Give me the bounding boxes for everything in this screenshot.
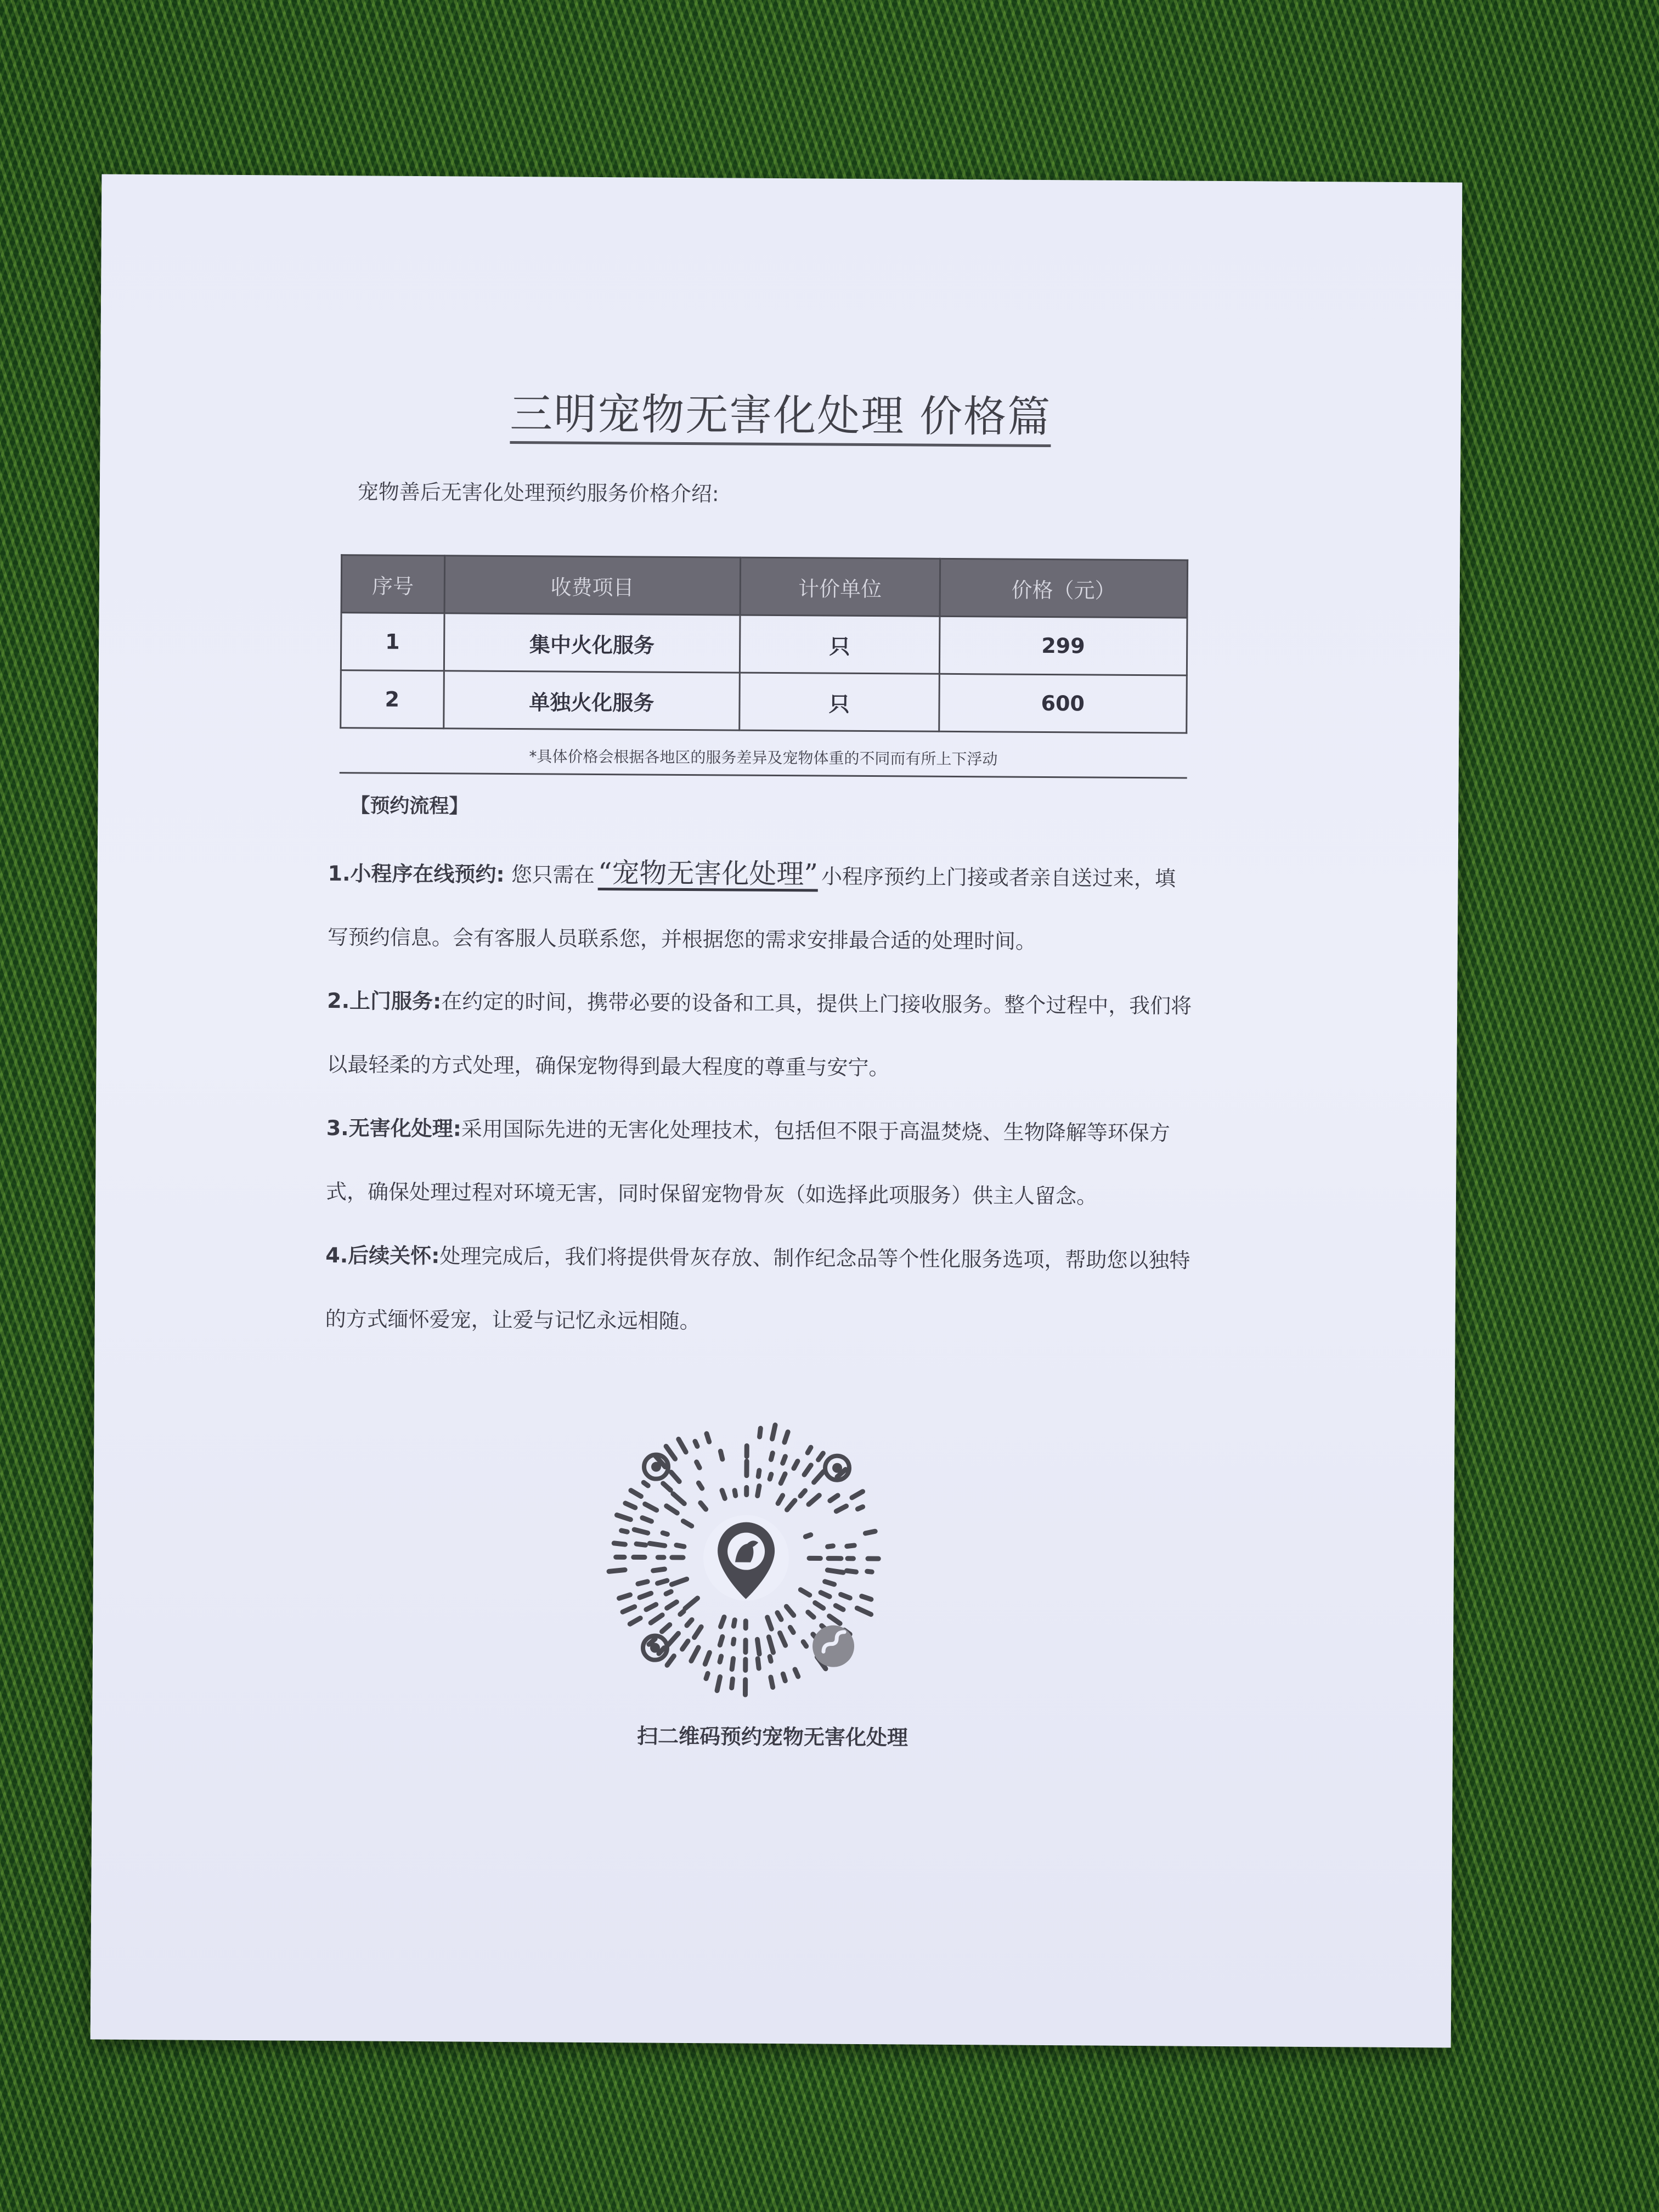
- qr-dash: [668, 1633, 678, 1645]
- qr-dash: [687, 1620, 692, 1626]
- qr-dash: [679, 1439, 686, 1452]
- qr-dash: [619, 1595, 630, 1599]
- qr-dash: [770, 1474, 771, 1479]
- table-row: [341, 670, 1187, 733]
- qr-dash: [698, 1483, 702, 1488]
- step-1: [328, 839, 1195, 974]
- qr-dash: [852, 1492, 863, 1498]
- qr-dash: [771, 1453, 772, 1460]
- qr-dash: [695, 1627, 702, 1638]
- qr-dash: [672, 1579, 686, 1584]
- qr-dash: [781, 1474, 785, 1483]
- qr-dash: [631, 1491, 641, 1497]
- cell-index: 2: [341, 670, 444, 729]
- qr-dash: [685, 1598, 698, 1609]
- qr-dash: [722, 1491, 725, 1499]
- qr-caption: 扫二维码预约宠物无害化处理: [636, 1724, 909, 1750]
- step-2-lead: 2.上门服务:: [327, 988, 442, 1014]
- qr-dash: [862, 1596, 871, 1600]
- cell-index: 1: [341, 613, 444, 671]
- qr-dash: [777, 1613, 781, 1620]
- qr-dash: [830, 1496, 838, 1501]
- qr-dash: [780, 1633, 785, 1646]
- qr-dash: [841, 1594, 850, 1598]
- qr-dash: [819, 1453, 823, 1460]
- section-title: 【预约流程】: [350, 794, 469, 818]
- qr-dash: [683, 1521, 691, 1526]
- qr-dash: [836, 1606, 843, 1610]
- qr-dash: [783, 1674, 785, 1680]
- qr-dash: [625, 1503, 635, 1508]
- qr-dash: [651, 1615, 662, 1623]
- pet-location-logo-icon: [703, 1515, 789, 1601]
- qr-dash: [800, 1590, 810, 1595]
- qr-dash: [758, 1470, 759, 1476]
- qr-dash: [707, 1434, 709, 1442]
- qr-dash: [825, 1582, 834, 1584]
- qr-dash: [865, 1531, 875, 1533]
- qr-dash: [720, 1637, 723, 1645]
- cell-price: 299: [939, 616, 1187, 675]
- qr-dash: [783, 1457, 786, 1463]
- qr-dash: [800, 1491, 805, 1496]
- qr-dash: [794, 1461, 798, 1468]
- step-1-text-after: 小程序预约上门接或者亲自送过来，填写预约信息。会有客服人员联系您，并根据您的需求安排最合适的处理时间。: [327, 864, 1176, 953]
- qr-dash: [768, 1617, 772, 1629]
- qr-dash: [721, 1617, 725, 1627]
- qr-dash: [732, 1679, 733, 1688]
- mini-program-badge-icon: [812, 1625, 854, 1667]
- qr-dash: [785, 1432, 788, 1442]
- qr-dash: [622, 1531, 628, 1532]
- step-4-text: 处理完成后，我们将提供骨灰存放、制作纪念品等个性化服务选项，帮助您以独特的方式缅怀爱宠，让爱与记忆永远相随。: [325, 1244, 1190, 1334]
- step-3: [326, 1096, 1193, 1229]
- step-4: [325, 1223, 1192, 1356]
- qr-dash: [642, 1518, 652, 1521]
- qr-dash: [803, 1642, 806, 1646]
- qr-dash: [720, 1451, 723, 1459]
- price-table: [340, 554, 1188, 733]
- cell-unit: 只: [740, 615, 939, 674]
- qr-dash: [667, 1656, 674, 1665]
- qr-dash: [733, 1620, 735, 1626]
- cell-item: 集中火化服务: [444, 613, 740, 673]
- qr-dash: [760, 1428, 761, 1437]
- qr-dash: [836, 1506, 846, 1511]
- header-index: 序号: [341, 555, 444, 613]
- qr-dash: [720, 1656, 721, 1662]
- qr-dash: [808, 1447, 811, 1453]
- qr-dash: [814, 1471, 824, 1482]
- qr-dash: [857, 1608, 871, 1614]
- qr-dash: [828, 1546, 833, 1547]
- mini-program-qr-code[interactable]: [602, 1414, 889, 1701]
- qr-dash: [614, 1543, 625, 1544]
- qr-dash: [645, 1504, 657, 1510]
- qr-dash: [666, 1592, 671, 1594]
- qr-dash: [706, 1673, 708, 1678]
- qr-dash: [623, 1607, 635, 1612]
- qr-dash: [644, 1482, 648, 1486]
- qr-dash: [787, 1500, 794, 1510]
- qr-dash: [617, 1515, 630, 1520]
- qr-dash: [758, 1486, 759, 1496]
- qr-dash: [658, 1581, 667, 1583]
- qr-dash: [805, 1535, 810, 1537]
- qr-dash: [809, 1496, 819, 1505]
- cell-unit: 只: [740, 673, 939, 731]
- qr-dash: [857, 1507, 862, 1509]
- qr-dash: [673, 1494, 685, 1504]
- qr-dash: [786, 1606, 794, 1615]
- step-2-text: 在约定的时间，携带必要的设备和工具，提供上门接收服务。整个过程中，我们将以最轻柔的方式处理，确保宠物得到最大程度的尊重与安宁。: [326, 989, 1192, 1080]
- qr-dash: [778, 1496, 783, 1504]
- qr-dash: [769, 1637, 773, 1652]
- qr-dash: [680, 1611, 684, 1614]
- qr-dash: [701, 1503, 706, 1509]
- qr-dash: [662, 1624, 670, 1632]
- paper-sheet: [91, 174, 1463, 2047]
- qr-dash: [808, 1612, 814, 1617]
- qr-dash: [847, 1571, 856, 1572]
- qr-dash: [636, 1544, 646, 1545]
- price-table-header-row: [341, 555, 1188, 618]
- qr-dash: [795, 1669, 798, 1677]
- qr-dash: [663, 1483, 671, 1490]
- price-note: *具体价格会根据各地区的服务差异及宠物体重的不同而有所上下浮动: [340, 743, 1187, 778]
- qr-dash: [640, 1593, 651, 1598]
- qr-dash: [733, 1639, 734, 1644]
- qr-dash: [732, 1658, 733, 1669]
- qr-dash: [771, 1677, 773, 1687]
- steps-list: [325, 839, 1195, 1356]
- qr-dash: [663, 1533, 667, 1534]
- cell-price: 600: [939, 674, 1187, 733]
- qr-dash: [691, 1647, 698, 1661]
- mini-program-name: “宠物无害化处理”: [597, 857, 819, 890]
- qr-dash: [667, 1506, 678, 1513]
- qr-dash: [695, 1441, 697, 1446]
- qr-dash: [830, 1616, 840, 1624]
- step-4-lead: 4.后续关怀:: [325, 1243, 440, 1268]
- qr-dash: [630, 1618, 640, 1624]
- step-3-lead: 3.无害化处理:: [326, 1115, 462, 1141]
- qr-dash: [671, 1472, 679, 1482]
- qr-dash: [634, 1530, 648, 1533]
- cell-item: 单独火化服务: [443, 671, 740, 730]
- qr-dash: [705, 1652, 709, 1664]
- qr-dash: [804, 1465, 811, 1475]
- header-price: 价格（元）: [940, 558, 1188, 618]
- qr-dash: [815, 1603, 823, 1609]
- qr-dash: [735, 1491, 736, 1496]
- qr-dash: [609, 1570, 625, 1571]
- qr-dash: [650, 1543, 664, 1545]
- step-3-text: 采用国际先进的无害化处理技术，包括但不限于高温焚烧、生物降解等环保方式，确保处理过程对环境无害，同时保留宠物骨灰（如选择此项服务）供主人留念。: [325, 1116, 1170, 1209]
- qr-dash: [770, 1657, 771, 1661]
- qr-dash: [676, 1545, 684, 1547]
- qr-dash: [772, 1425, 776, 1438]
- header-item: 收费项目: [444, 556, 741, 615]
- qr-dash: [666, 1446, 675, 1459]
- document-title: 三明宠物无害化处理 价格篇: [100, 377, 1461, 447]
- step-1-text-before: 您只需在: [511, 862, 595, 887]
- header-unit: 计价单位: [740, 557, 940, 616]
- qr-dash: [758, 1658, 759, 1668]
- step-1-lead: 1.小程序在线预约:: [328, 861, 505, 887]
- qr-dash: [821, 1593, 830, 1596]
- qr-dash: [757, 1639, 759, 1654]
- qr-dash: [697, 1462, 700, 1468]
- qr-dash: [646, 1605, 656, 1610]
- qr-dash: [790, 1627, 793, 1632]
- qr-dash: [638, 1582, 647, 1584]
- qr-dash: [667, 1602, 677, 1608]
- qr-dash: [682, 1641, 688, 1649]
- intro-text: 宠物善后无害化处理预约服务价格介绍:: [357, 479, 719, 506]
- qr-dash: [653, 1569, 665, 1571]
- qr-dash: [717, 1677, 720, 1691]
- qr-dash: [827, 1570, 843, 1572]
- step-2: [326, 969, 1194, 1102]
- qr-dash: [867, 1571, 872, 1572]
- table-row: [341, 613, 1187, 675]
- qr-dash: [847, 1545, 854, 1547]
